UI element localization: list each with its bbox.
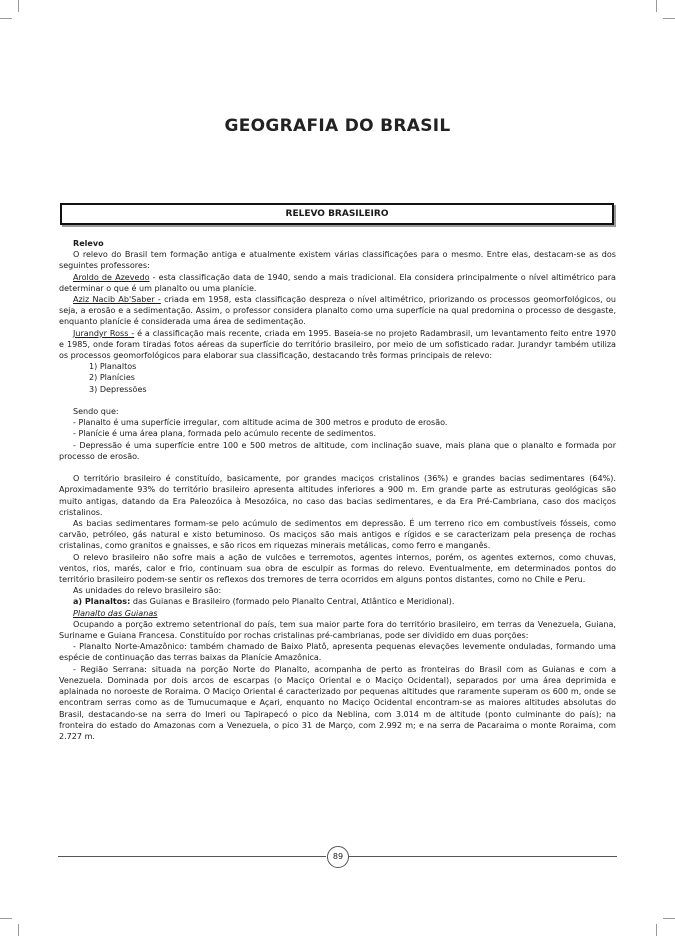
professor-name: Aziz Nacib Ab'Saber -	[73, 295, 161, 305]
unit-label: a) Planaltos:	[73, 597, 131, 607]
paragraph: - Planalto Norte-Amazônico: também chamado de Baixo Platô, apresenta pequenas elevações levemente onduladas, formando uma espécie de continuação das terras baixas da Planície Amazônica.	[59, 642, 616, 663]
professor-paragraph	[59, 272, 616, 294]
paragraph: Ocupando a porção extremo setentrional do país, tem sua maior parte fora do território brasileiro, em terras da Venezuela, Guiana, Suriname e Guiana Francesa. Constituído por rochas cristalinas pré-cambrianas, pode ser dividido em duas porções:	[59, 619, 616, 641]
unit-text: das Guianas e Brasileiro (formado pelo Planalto Central, Atlântico e Meridional).	[130, 597, 455, 607]
paragraph: As unidades do relevo brasileiro são:	[73, 586, 222, 596]
definition: - Planalto é uma superfície irregular, com altitude acima de 300 metros e produto de erosão.	[73, 418, 448, 428]
page-number: 89	[327, 846, 349, 868]
section-title: RELEVO BRASILEIRO	[60, 203, 614, 225]
crop-mark	[0, 18, 12, 19]
list-item: 2) Planícies	[89, 373, 135, 383]
crop-mark	[656, 0, 657, 12]
professor-text: é a classificação mais recente, criada em 1995. Baseia-se no projeto Radambrasil, um levantamento feito entre 1970 e 1985, onde foram tiradas fotos aéreas da superfície do território brasileiro, por meio de um sofisticado radar. Jurandyr também utiliza os processos geomorfológicos para elaborar sua classificação, destacando três formas principais de relevo:	[59, 328, 616, 361]
crop-mark	[18, 924, 19, 936]
definition: - Depressão é uma superfície entre 100 e 500 metros de altitude, com inclinação suave, mais plana que o planalto e formada por processo de erosão.	[59, 440, 616, 461]
paragraph: As bacias sedimentares formam-se pelo acúmulo de sedimentos em depressão. É um terreno rico em combustíveis fósseis, como carvão, petróleo, gás natural e xisto betuminoso. Os maciços são mais antigos e rígidos e se caracterizam pela presença de rochas cristalinas, como granitos e gnaisses, e são ricos em riquezas minerais metálicas, como ferro e manganês.	[59, 519, 616, 551]
page-title: GEOGRAFIA DO BRASIL	[224, 116, 451, 136]
list-item: 1) Planaltos	[89, 362, 137, 372]
subheading: Planalto das Guianas	[73, 608, 158, 618]
heading: Relevo	[73, 239, 104, 248]
paragraph: O território brasileiro é constituído, basicamente, por grandes maciços cristalinos (36%) e grandes bacias sedimentares (64%). Aproximadamente 93% do território brasileiro apresenta altitudes inferiores a 900 m. Em grande parte as estruturas geológicas são muito antigas, datando da Era Paleozóica à Mesozóica, no caso das bacias sedimentares, e da Era Pré-Cambriana, caso dos maciços cristalinos.	[59, 474, 616, 517]
crop-mark	[18, 0, 19, 12]
professor-paragraph	[59, 294, 616, 328]
crop-mark	[656, 924, 657, 936]
footer-rule-right	[349, 856, 617, 857]
sendo-label: Sendo que:	[73, 407, 119, 417]
professor-text: criada em 1958, esta classificação despreza o nível altimétrico, priorizando os processos geomorfológicos, ou seja, a erosão e a sedimentação. Assim, o professor considera planalto como uma superfície na qual predomina o processo de desgaste, enquanto planície é considerada uma área de sedimentação.	[59, 295, 617, 327]
paragraph: O relevo brasileiro não sofre mais a ação de vulcões e terremotos, agentes internos, porém, os agentes externos, como chuvas, ventos, rios, marés, calor e frio, continuam sua obra de esculpir as formas do relevo. Eventualmente, em determinados pontos do território brasileiro podem-se sentir os reflexos dos tremores de terra ocorridos em alguns pontos distantes, como no Chile e Peru.	[59, 552, 616, 585]
paragraph: - Região Serrana: situada na porção Norte do Planalto, acompanha de perto as fronteiras do Brasil com as Guianas e com a Venezuela. Dominada por dois arcos de escarpas (o Maciço Oriental e o Maciço Ocidental), separados por uma área deprimida e aplainada no noroeste de Roraima. O Maciço Oriental é caracterizado por pequenas altitudes que raramente superam os 600 m, onde se encontram serras como as de Tumucumaque e Açari, enquanto no Maciço Ocidental encontram-se as maiores altitudes absolutas do Brasil, destacando-se na serra do Imeri ou Tapirapecó o pico da Neblina, com 3.014 m de altitude (ponto culminante do país); na fronteira do estado do Amazonas com a Venezuela, o pico 31 de Março, com 2.992 m; e na serra de Pacaraima o monte Roraima, com 2.727 m.	[59, 664, 616, 741]
professor-text: - esta classificação data de 1940, sendo a mais tradicional. Ela considera principalmente o nível altimétrico para determinar o que é um planalto ou uma planície.	[59, 272, 616, 293]
definition: - Planície é uma área plana, formada pelo acúmulo recente de sedimentos.	[73, 429, 377, 439]
list-item: 3) Depressões	[89, 384, 147, 394]
crop-mark	[0, 918, 12, 919]
footer-rule-left	[58, 856, 326, 857]
intro-paragraph: O relevo do Brasil tem formação antiga e atualmente existem várias classificações para o mesmo. Entre elas, destacam-se as dos seguintes professores:	[59, 250, 616, 271]
professor-name: Aroldo de Azevedo	[73, 272, 150, 282]
crop-mark	[663, 918, 675, 919]
professor-name: Jurandyr Ross -	[73, 328, 135, 338]
crop-mark	[663, 18, 675, 19]
professor-paragraph	[59, 328, 616, 362]
article-body	[59, 238, 616, 742]
unit-item	[59, 596, 616, 607]
